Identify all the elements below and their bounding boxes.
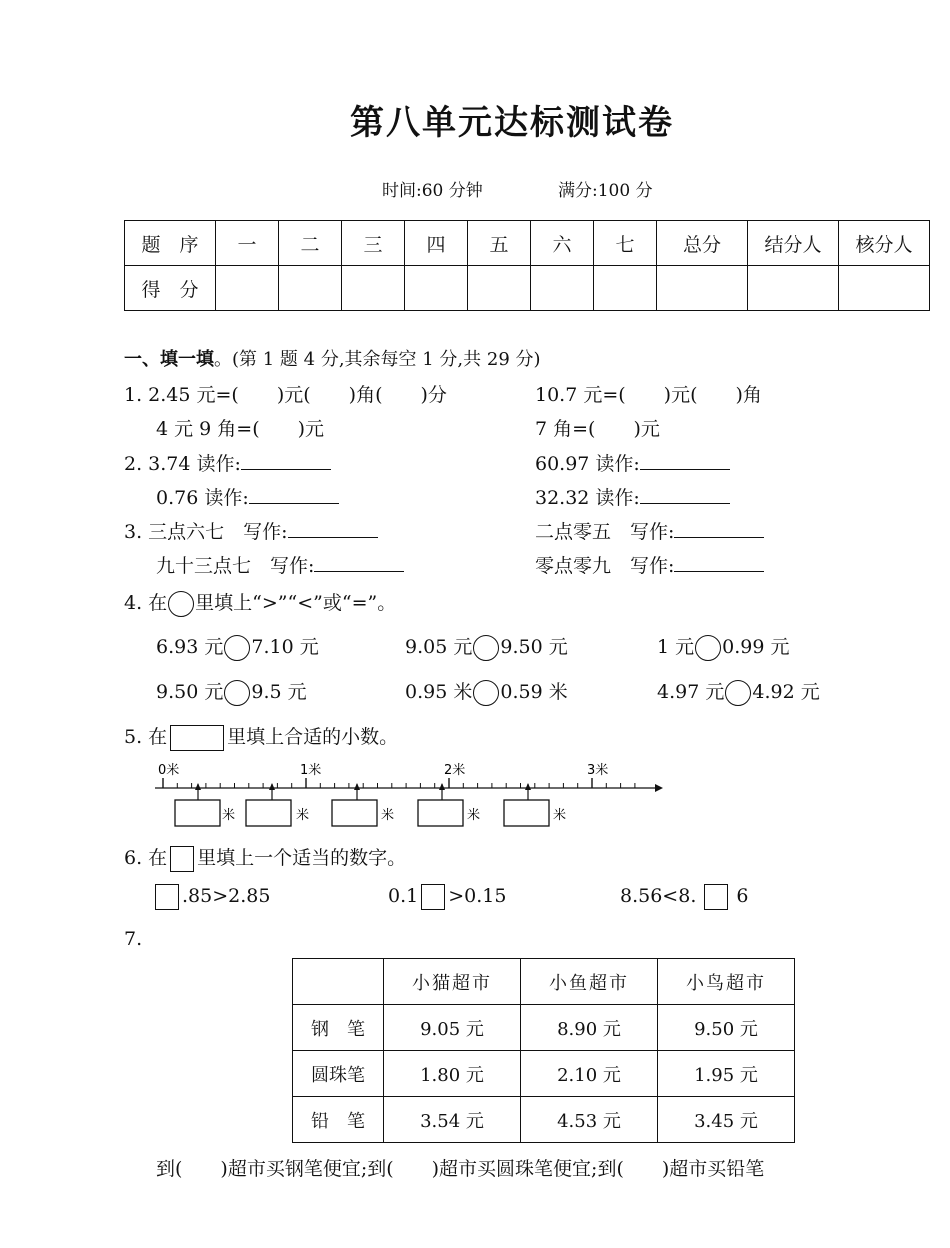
score-cell[interactable] [657,266,748,311]
q6-prompt-post: 里填上一个适当的数字。 [197,847,407,869]
score-header-cell: 三 [342,221,405,266]
price-cell: 9.50 元 [658,1005,795,1051]
compare-circle[interactable] [473,635,499,661]
price-header-cell: 小猫超市 [384,959,521,1005]
q7-label: 7. [124,928,143,950]
unit-label: 米 [296,808,310,823]
score-row-label: 得 分 [125,266,216,311]
price-cell: 9.05 元 [384,1005,521,1051]
circle-icon [168,591,194,617]
score-table-score-row [125,266,930,311]
score-cell[interactable] [468,266,531,311]
q1-d: 7 角=( )元 [535,418,660,440]
q6-c [620,884,748,910]
q1-a: 1. 2.45 元=( )元( )角( )分 [124,384,447,406]
score-table [124,220,930,311]
price-cell: 3.54 元 [384,1097,521,1143]
q3-a-line [124,517,378,544]
score-cell[interactable] [748,266,839,311]
answer-blank[interactable] [640,449,730,470]
number-line-label: 2米 [444,763,466,778]
q3-b-line [535,517,764,544]
q4-left: 9.05 元 [405,636,473,658]
section1-heading-line [124,345,541,371]
price-table [292,958,795,1143]
q5-prompt [124,722,398,751]
compare-circle[interactable] [725,680,751,706]
q6-c-pre: 8.56<8. [620,885,697,907]
q4-left: 1 元 [657,636,695,658]
box-icon [170,846,194,872]
q4-item [156,677,307,706]
digit-box[interactable] [421,884,445,910]
arrow-up-icon [439,783,445,790]
q3-c: 九十三点七 写作: [156,555,315,577]
q4-left: 0.95 米 [405,681,473,703]
answer-blank[interactable] [674,517,764,538]
unit-label: 米 [381,808,395,823]
score-table-header-row [125,221,930,266]
q4-right: 7.10 元 [251,636,319,658]
price-cell: 1.95 元 [658,1051,795,1097]
answer-box[interactable] [418,800,463,826]
q4-right: 9.5 元 [251,681,307,703]
number-line-ticks [163,778,635,788]
q2-b: 60.97 读作: [535,453,640,475]
q6-prompt [124,843,406,872]
price-row [293,1005,795,1051]
q6-a [152,884,270,910]
q4-item [657,632,790,661]
price-header-cell: 小鱼超市 [521,959,658,1005]
q4-item [405,632,568,661]
score-header-cell: 结分人 [748,221,839,266]
q4-prompt-post: 里填上“>”“<”或“=”。 [195,592,397,614]
q5-prompt-post: 里填上合适的小数。 [227,726,399,748]
price-header-cell: 小鸟超市 [658,959,795,1005]
q4-item [156,632,319,661]
price-item: 圆珠笔 [293,1051,384,1097]
q2-a-line [124,449,331,476]
q4-right: 0.99 元 [722,636,790,658]
score-cell[interactable] [279,266,342,311]
q3-d-line [535,551,764,578]
number-line-label: 3米 [587,763,609,778]
section1-heading: 一、填一填 [124,349,214,370]
q1-c: 4 元 9 角=( )元 [156,418,325,440]
answer-box[interactable] [504,800,549,826]
q6-c-post: 6 [736,885,749,907]
q4-prompt-pre: 4. 在 [124,592,168,614]
q6-prompt-pre: 6. 在 [124,847,168,869]
answer-blank[interactable] [640,483,730,504]
compare-circle[interactable] [224,635,250,661]
section1-note: 。(第 1 题 4 分,其余每空 1 分,共 29 分) [214,349,541,370]
answer-blank[interactable] [314,551,404,572]
price-cell: 3.45 元 [658,1097,795,1143]
score-header-cell: 四 [405,221,468,266]
q6-a-text: .85>2.85 [182,885,271,907]
score-header-cell: 一 [216,221,279,266]
price-item: 铅 笔 [293,1097,384,1143]
digit-box[interactable] [704,884,728,910]
unit-label: 米 [222,808,236,823]
score-cell[interactable] [405,266,468,311]
price-cell: 4.53 元 [521,1097,658,1143]
price-row [293,1097,795,1143]
q3-c-line [156,551,404,578]
number-line-label: 0米 [158,763,180,778]
q7-footer: 到( )超市买钢笔便宜;到( )超市买圆珠笔便宜;到( )超市买铅笔 [156,1158,765,1180]
q3-b: 二点零五 写作: [535,521,675,543]
time-limit: 时间:60 分钟 [382,181,483,201]
q2-b-line [535,449,730,476]
score-header-cell: 核分人 [839,221,930,266]
score-header-cell: 五 [468,221,531,266]
q4-left: 4.97 元 [657,681,725,703]
score-header-cell: 总分 [657,221,748,266]
q3-a: 3. 三点六七 写作: [124,521,288,543]
score-cell[interactable] [531,266,594,311]
arrow-right-icon [655,784,663,792]
answer-box[interactable] [332,800,377,826]
q4-right: 0.59 米 [500,681,568,703]
answer-blank[interactable] [674,551,764,572]
digit-box[interactable] [155,884,179,910]
q6-b-pre: 0.1 [388,885,419,907]
q4-prompt [124,588,396,617]
score-cell[interactable] [216,266,279,311]
answer-blank[interactable] [249,483,339,504]
box-icon [170,725,224,751]
price-cell: 1.80 元 [384,1051,521,1097]
price-cell: 2.10 元 [521,1051,658,1097]
q4-right: 4.92 元 [752,681,820,703]
score-header-cell: 二 [279,221,342,266]
answer-blank[interactable] [241,449,331,470]
price-header-cell [293,959,384,1005]
arrow-up-icon [525,783,531,790]
price-row [293,1051,795,1097]
q3-d: 零点零九 写作: [535,555,675,577]
q2-c: 0.76 读作: [156,487,249,509]
q2-d-line [535,483,730,510]
answer-blank[interactable] [288,517,378,538]
answer-box[interactable] [175,800,220,826]
q2-c-line [156,483,339,510]
q4-item [657,677,820,706]
price-cell: 8.90 元 [521,1005,658,1051]
unit-label: 米 [467,808,481,823]
q5-prompt-pre: 5. 在 [124,726,168,748]
price-header-row [293,959,795,1005]
arrow-up-icon [195,783,201,790]
q4-item [405,677,568,706]
compare-circle[interactable] [695,635,721,661]
page-title: 第八单元达标测试卷 [350,103,674,143]
score-cell[interactable] [839,266,930,311]
q6-b [388,884,506,910]
unit-label: 米 [553,808,567,823]
q6-b-post: >0.15 [448,885,507,907]
q4-left: 6.93 元 [156,636,224,658]
score-header-cell: 题 序 [125,221,216,266]
q2-a: 2. 3.74 读作: [124,453,241,475]
arrow-up-icon [354,783,360,790]
arrow-up-icon [269,783,275,790]
compare-circle[interactable] [473,680,499,706]
q4-left: 9.50 元 [156,681,224,703]
score-header-cell: 六 [531,221,594,266]
number-line-label: 1米 [300,763,322,778]
compare-circle[interactable] [224,680,250,706]
score-cell[interactable] [342,266,405,311]
q2-d: 32.32 读作: [535,487,640,509]
score-cell[interactable] [594,266,657,311]
q4-right: 9.50 元 [500,636,568,658]
price-item: 钢 笔 [293,1005,384,1051]
score-header-cell: 七 [594,221,657,266]
full-score: 满分:100 分 [558,181,653,201]
number-line [150,758,670,833]
q1-b: 10.7 元=( )元( )角 [535,384,762,406]
answer-box[interactable] [246,800,291,826]
